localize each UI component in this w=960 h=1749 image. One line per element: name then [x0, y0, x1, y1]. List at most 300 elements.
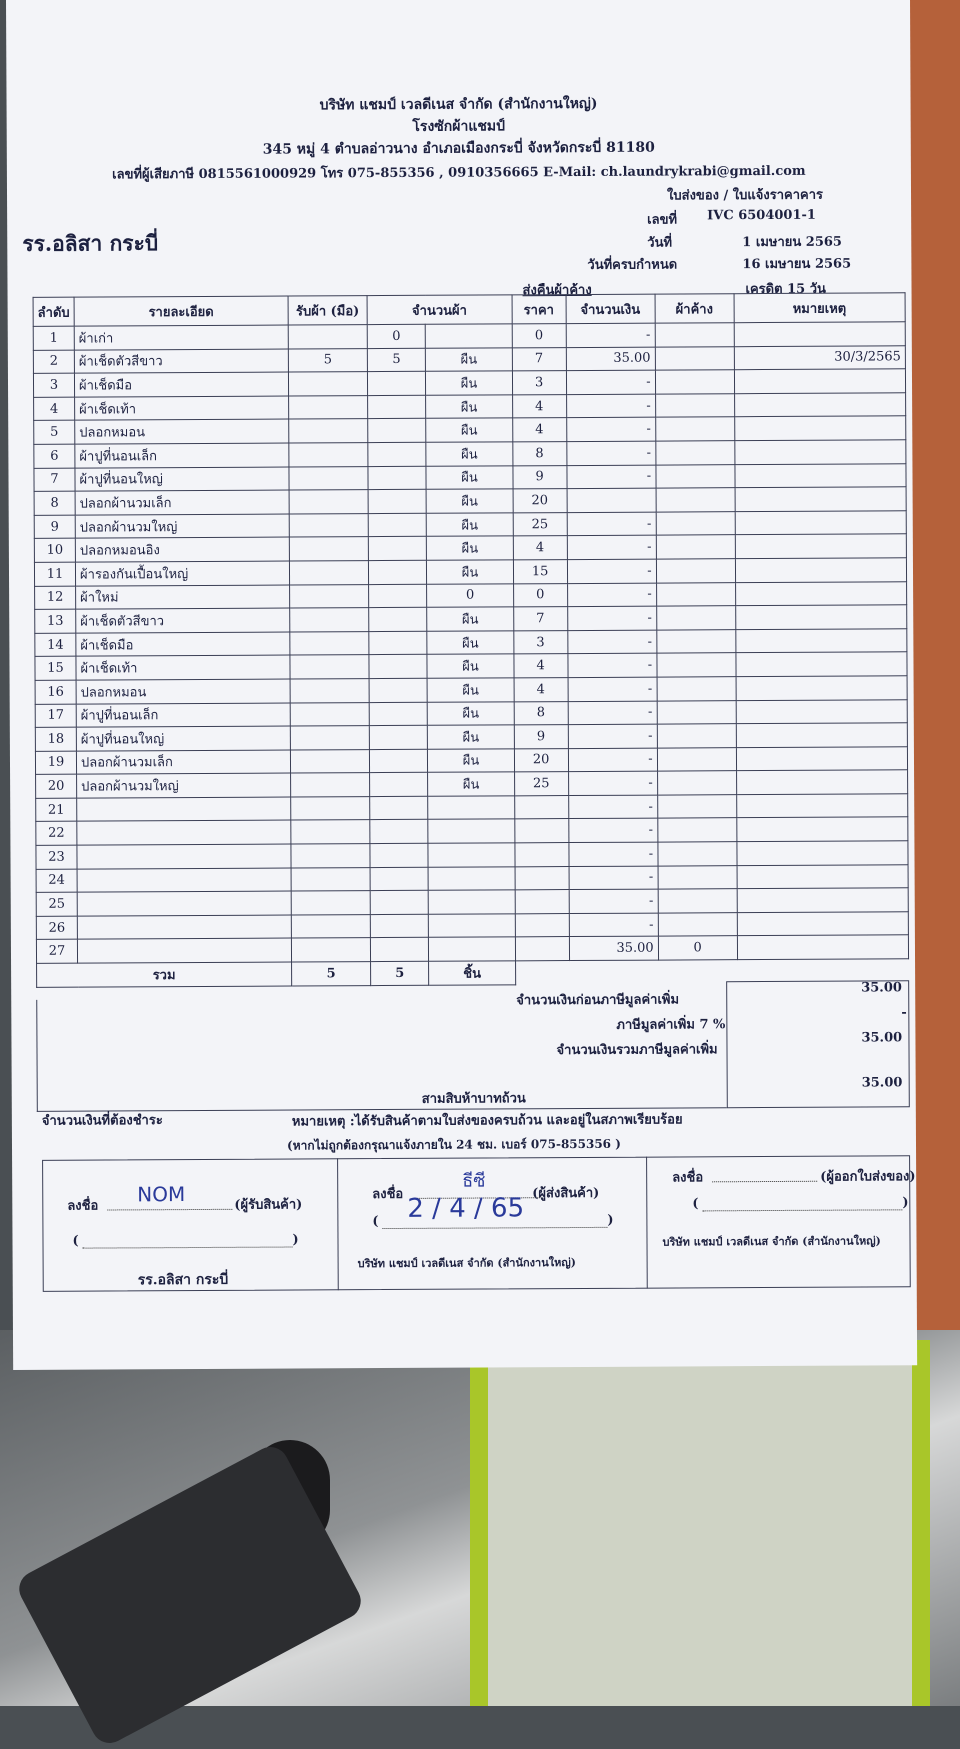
- sig1-role: (ผู้รับสินค้า): [234, 1197, 303, 1213]
- row-price: [514, 795, 568, 819]
- row-received: [289, 537, 368, 561]
- row-amount: -: [568, 748, 657, 772]
- row-note: 30/3/2565: [734, 345, 905, 369]
- row-unit: [428, 867, 514, 891]
- row-outstanding: [657, 747, 736, 771]
- row-unit: [428, 890, 514, 914]
- row-index: 6: [34, 444, 75, 468]
- row-note: [735, 629, 906, 653]
- row-amount: -: [569, 842, 658, 866]
- row-price: 7: [513, 607, 567, 631]
- sig1-paren-close: ): [292, 1232, 299, 1248]
- row-received: [291, 914, 370, 938]
- row-amount: -: [569, 889, 658, 913]
- row-outstanding: [655, 393, 734, 417]
- row-index: 15: [35, 656, 76, 680]
- row-price: 20: [513, 489, 567, 513]
- row-price: 4: [512, 418, 566, 442]
- sum-received: 5: [292, 962, 371, 986]
- row-qty: [369, 584, 427, 608]
- row-outstanding: [656, 559, 735, 583]
- row-unit: ผืน: [426, 465, 512, 489]
- company-name: บริษัท แชมป์ เวลดีเนส จำกัด (สำนักงานใหญ่): [319, 95, 598, 114]
- row-note: [736, 746, 907, 770]
- row-amount: -: [567, 583, 656, 607]
- row-note: [736, 817, 907, 841]
- row-index: 17: [35, 704, 76, 728]
- row-price: 9: [513, 465, 567, 489]
- sig1-label: ลงชื่อ: [67, 1198, 99, 1214]
- sum-label: รวม: [37, 962, 292, 987]
- amount-in-words: สามสิบห้าบาทถ้วน: [421, 1091, 526, 1107]
- row-note: [735, 581, 906, 605]
- doc-type: ใบส่งของ / ใบแจ้งราคาคาร: [666, 187, 824, 204]
- row-outstanding: [657, 795, 736, 819]
- background-basket: [470, 1340, 930, 1706]
- row-note: [735, 558, 906, 582]
- row-received: [290, 631, 369, 655]
- payable-label: จำนวนเงินที่ต้องชำระ: [41, 1113, 163, 1129]
- row-unit: ผืน: [426, 418, 512, 442]
- doc-no-value: IVC 6504001-1: [707, 207, 816, 224]
- sig3-paren-open: (: [692, 1196, 699, 1212]
- vat-value: -: [901, 1005, 907, 1021]
- row-item: [77, 820, 291, 845]
- row-note: [736, 699, 907, 723]
- doc-subtitle: ส่งคืนผ้าค้าง: [522, 282, 592, 299]
- row-qty: 0: [367, 324, 425, 348]
- row-index: 7: [34, 468, 75, 492]
- row-index: 16: [35, 680, 76, 704]
- row-amount: -: [568, 771, 657, 795]
- row-item: ปลอกผ้านวมเล็ก: [75, 490, 289, 515]
- row-unit: ผืน: [427, 607, 513, 631]
- row-index: 12: [35, 586, 76, 610]
- row-qty: [370, 938, 428, 962]
- row-note: [735, 605, 906, 629]
- row-item: ผ้ารองกันเปื้อนใหญ่: [75, 561, 289, 586]
- row-item: [77, 891, 291, 916]
- sig2-paren-close: ): [607, 1212, 614, 1228]
- row-price: 4: [514, 677, 568, 701]
- row-received: [289, 490, 368, 514]
- row-note: [736, 770, 907, 794]
- row-outstanding: [655, 441, 734, 465]
- row-item: ผ้าปูที่นอนใหญ่: [76, 726, 290, 751]
- row-amount: -: [566, 417, 655, 441]
- sig2-date: 2 / 4 / 65: [407, 1193, 525, 1224]
- row-index: 2: [33, 350, 74, 374]
- row-note: [734, 440, 905, 464]
- col-header: ลำดับ: [33, 297, 74, 326]
- row-qty: [370, 773, 428, 797]
- sum-unit: ชิ้น: [429, 961, 515, 985]
- col-header: หมายเหตุ: [734, 293, 905, 323]
- row-item: ผ้าเช็ดเท้า: [75, 396, 289, 421]
- row-amount: -: [568, 795, 657, 819]
- row-amount: -: [568, 724, 657, 748]
- row-outstanding: 0: [658, 936, 737, 960]
- row-amount: [567, 488, 656, 512]
- row-amount: -: [569, 866, 658, 890]
- sig1-name: รร.อลิสา กระบี่: [137, 1271, 229, 1289]
- row-price: [515, 937, 569, 961]
- row-item: ปลอกผ้านวมเล็ก: [76, 750, 290, 775]
- row-amount: -: [568, 653, 657, 677]
- sum-qty: 5: [371, 961, 429, 985]
- vat-label: ภาษีมูลค่าเพิ่ม 7 %: [616, 1017, 726, 1033]
- row-price: 15: [513, 560, 567, 584]
- row-unit: [429, 937, 515, 961]
- row-unit: ผืน: [426, 371, 512, 395]
- row-unit: [428, 819, 514, 843]
- row-price: [515, 843, 569, 867]
- row-received: [291, 796, 370, 820]
- row-qty: [369, 702, 427, 726]
- grand-total: 35.00: [861, 1075, 903, 1091]
- row-note: [737, 912, 908, 936]
- row-qty: [368, 537, 426, 561]
- row-unit: ผืน: [427, 678, 513, 702]
- row-price: 8: [512, 442, 566, 466]
- row-price: 4: [514, 654, 568, 678]
- items-table: [33, 292, 910, 987]
- col-header: จำนวนผ้า: [367, 295, 512, 325]
- doc-due-value: 16 เมษายน 2565: [742, 256, 852, 273]
- row-amount: -: [567, 630, 656, 654]
- row-unit: 0: [427, 583, 513, 607]
- row-outstanding: [657, 818, 736, 842]
- row-note: [734, 416, 905, 440]
- row-item: [77, 797, 291, 822]
- row-unit: ผืน: [426, 395, 512, 419]
- row-received: [289, 513, 368, 537]
- row-qty: [368, 395, 426, 419]
- row-qty: [368, 489, 426, 513]
- row-outstanding: [656, 535, 735, 559]
- row-outstanding: [658, 889, 737, 913]
- col-header: จำนวนเงิน: [566, 294, 655, 323]
- row-unit: ผืน: [427, 513, 513, 537]
- row-unit: [426, 324, 512, 348]
- row-qty: [368, 513, 426, 537]
- row-qty: [369, 631, 427, 655]
- row-qty: [368, 466, 426, 490]
- row-item: ปลอกหมอนอิง: [75, 537, 289, 562]
- doc-no-label: เลขที่: [647, 212, 678, 228]
- credit-terms: เครดิต 15 วัน: [745, 281, 826, 298]
- col-header: ราคา: [512, 295, 566, 324]
- row-outstanding: [656, 488, 735, 512]
- row-item: ผ้าเช็ดมือ: [76, 632, 290, 657]
- company-branch: โรงซักผ้าแชมป์: [412, 118, 505, 135]
- row-note: [736, 652, 907, 676]
- row-amount: 35.00: [566, 347, 655, 371]
- row-note: [737, 864, 908, 888]
- row-qty: [369, 725, 427, 749]
- row-item: ผ้าเช็ดตัวสีขาว: [74, 349, 288, 374]
- sig3-label: ลงชื่อ: [672, 1170, 704, 1186]
- sig2-label: ลงชื่อ: [372, 1186, 404, 1203]
- row-item: ผ้าปูที่นอนเล็ก: [75, 443, 289, 468]
- row-amount: -: [567, 606, 656, 630]
- row-unit: ผืน: [427, 560, 513, 584]
- col-header: รายละเอียด: [74, 296, 288, 326]
- row-price: 25: [514, 772, 568, 796]
- sig3-role: (ผู้ออกใบส่งของ): [820, 1169, 916, 1185]
- row-index: 19: [35, 751, 76, 775]
- row-item: [77, 915, 291, 940]
- invoice-paper: [6, 0, 917, 1370]
- row-price: [514, 819, 568, 843]
- row-note: [735, 463, 906, 487]
- sig2-paren-open: (: [372, 1214, 379, 1230]
- note-line-2: (หากไม่ถูกต้องกรุณาแจ้งภายใน 24 ชม. เบอร์ 075-855356 ): [286, 1136, 621, 1153]
- row-index: 20: [36, 774, 77, 798]
- row-note: [736, 723, 907, 747]
- row-outstanding: [656, 606, 735, 630]
- row-outstanding: [657, 700, 736, 724]
- row-item: ปลอกหมอน: [75, 419, 289, 444]
- doc-date-value: 1 เมษายน 2565: [742, 234, 842, 251]
- row-amount: -: [566, 323, 655, 347]
- row-index: 8: [34, 491, 75, 515]
- row-amount: -: [566, 441, 655, 465]
- row-unit: [429, 914, 515, 938]
- row-note: [735, 511, 906, 535]
- row-unit: ผืน: [427, 654, 513, 678]
- sig1-signature: NOM: [137, 1182, 186, 1207]
- row-index: 25: [36, 892, 77, 916]
- row-outstanding: [656, 582, 735, 606]
- row-amount: -: [567, 559, 656, 583]
- row-index: 21: [36, 798, 77, 822]
- row-received: [290, 679, 369, 703]
- row-index: 14: [35, 633, 76, 657]
- row-received: [290, 702, 369, 726]
- row-received: [291, 820, 370, 844]
- row-qty: [370, 820, 428, 844]
- row-qty: [370, 843, 428, 867]
- row-received: [289, 466, 368, 490]
- row-received: [291, 844, 370, 868]
- row-note: [734, 322, 905, 346]
- row-note: [736, 676, 907, 700]
- row-unit: ผืน: [428, 772, 514, 796]
- company-address: 345 หมู่ 4 ตำบลอ่าวนาง อำเภอเมืองกระบี่ จังหวัดกระบี่ 81180: [262, 139, 655, 158]
- row-outstanding: [656, 464, 735, 488]
- row-index: 1: [33, 326, 74, 350]
- row-received: [290, 726, 369, 750]
- row-amount: -: [566, 394, 655, 418]
- sig2-signature: ธีซี: [462, 1170, 486, 1192]
- row-outstanding: [655, 417, 734, 441]
- row-note: [736, 794, 907, 818]
- row-note: [737, 841, 908, 865]
- row-note: [734, 393, 905, 417]
- before-vat-value: 35.00: [861, 980, 902, 996]
- row-received: [290, 584, 369, 608]
- row-price: 20: [514, 748, 568, 772]
- row-index: 18: [35, 727, 76, 751]
- row-item: ปลอกผ้านวมใหญ่: [75, 514, 289, 539]
- row-qty: [369, 607, 427, 631]
- row-item: ปลอกหมอน: [76, 679, 290, 704]
- row-item: ปลอกผ้านวมใหญ่: [77, 773, 291, 798]
- row-qty: [370, 914, 428, 938]
- with-vat-label: จำนวนเงินรวมภาษีมูลค่าเพิ่ม: [556, 1042, 718, 1059]
- row-item: [77, 938, 291, 963]
- row-outstanding: [658, 842, 737, 866]
- row-qty: [368, 442, 426, 466]
- with-vat-value: 35.00: [861, 1030, 903, 1046]
- row-unit: ผืน: [427, 536, 513, 560]
- row-unit: ผืน: [427, 701, 513, 725]
- row-outstanding: [656, 629, 735, 653]
- row-received: [289, 395, 368, 419]
- row-received: [290, 655, 369, 679]
- row-received: [291, 867, 370, 891]
- company-contact: เลขที่ผู้เสียภาษี 0815561000929 โทร 075-855356 , 0910356665 E-Mail: ch.laundrykrabi@gmail.com: [112, 163, 806, 183]
- row-qty: [370, 796, 428, 820]
- row-item: ผ้าเช็ดเท้า: [76, 655, 290, 680]
- row-index: 22: [36, 822, 77, 846]
- row-outstanding: [655, 370, 734, 394]
- row-unit: ผืน: [428, 725, 514, 749]
- row-unit: [428, 843, 514, 867]
- sig3-company: บริษัท แชมป์ เวลดีเนส จำกัด (สำนักงานใหญ่): [662, 1234, 881, 1249]
- row-received: [289, 419, 368, 443]
- row-item: ผ้าปูที่นอนใหญ่: [75, 467, 289, 492]
- before-vat-label: จำนวนเงินก่อนภาษีมูลค่าเพิ่ม: [516, 992, 680, 1009]
- row-note: [735, 487, 906, 511]
- row-item: ผ้าปูที่นอนเล็ก: [76, 703, 290, 728]
- row-index: 5: [34, 421, 75, 445]
- row-price: 3: [513, 630, 567, 654]
- row-qty: [368, 560, 426, 584]
- row-qty: [370, 867, 428, 891]
- row-outstanding: [657, 653, 736, 677]
- row-price: [515, 890, 569, 914]
- row-index: 26: [36, 916, 77, 940]
- row-outstanding: [655, 323, 734, 347]
- col-header: ผ้าค้าง: [655, 294, 734, 323]
- row-received: [290, 749, 369, 773]
- doc-date-label: วันที่: [647, 235, 673, 251]
- row-received: [291, 938, 370, 962]
- row-amount: -: [567, 512, 656, 536]
- row-item: [77, 844, 291, 869]
- row-outstanding: [657, 771, 736, 795]
- row-index: 4: [34, 397, 75, 421]
- row-price: 7: [512, 347, 566, 371]
- row-amount: -: [569, 913, 658, 937]
- row-amount: 35.00: [569, 937, 658, 961]
- row-index: 23: [36, 845, 77, 869]
- row-price: 4: [513, 536, 567, 560]
- row-unit: [428, 796, 514, 820]
- row-item: ผ้าเก่า: [74, 325, 288, 350]
- doc-due-label: วันที่ครบกำหนด: [587, 257, 678, 273]
- row-received: [290, 608, 369, 632]
- row-item: ผ้าเช็ดมือ: [74, 372, 288, 397]
- row-amount: -: [568, 677, 657, 701]
- sig3-paren-close: ): [902, 1195, 909, 1211]
- row-received: [289, 561, 368, 585]
- row-unit: ผืน: [426, 489, 512, 513]
- row-unit: ผืน: [428, 749, 514, 773]
- row-price: 9: [514, 725, 568, 749]
- row-qty: [369, 749, 427, 773]
- row-note: [737, 935, 908, 959]
- row-price: 3: [512, 371, 566, 395]
- row-qty: [367, 371, 425, 395]
- row-index: 10: [34, 538, 75, 562]
- row-amount: -: [568, 819, 657, 843]
- row-price: 8: [514, 701, 568, 725]
- row-unit: ผืน: [426, 442, 512, 466]
- row-item: [77, 868, 291, 893]
- row-amount: -: [567, 535, 656, 559]
- row-qty: 5: [367, 348, 425, 372]
- row-note: [737, 888, 908, 912]
- sig2-role: (ผู้ส่งสินค้า): [532, 1185, 600, 1202]
- row-price: 0: [513, 583, 567, 607]
- row-index: 27: [36, 940, 77, 964]
- row-received: [289, 443, 368, 467]
- row-index: 9: [34, 515, 75, 539]
- col-header: รับผ้า (มือ): [288, 296, 367, 325]
- row-qty: [369, 655, 427, 679]
- sig1-paren-open: (: [72, 1233, 79, 1249]
- row-price: [515, 913, 569, 937]
- row-unit: ผืน: [426, 347, 512, 371]
- row-price: 4: [512, 394, 566, 418]
- note-line-1: หมายเหตุ :ได้รับสินค้าตามใบส่งของครบถ้วน และอยู่ในสภาพเรียบร้อย: [291, 1112, 683, 1130]
- customer-name: รร.อลิสา กระบี่: [22, 230, 159, 256]
- row-outstanding: [655, 346, 734, 370]
- row-outstanding: [656, 511, 735, 535]
- row-index: 3: [33, 373, 74, 397]
- row-received: [291, 891, 370, 915]
- row-price: 0: [512, 324, 566, 348]
- row-received: [288, 325, 367, 349]
- row-received: [291, 773, 370, 797]
- row-price: 25: [513, 512, 567, 536]
- row-received: [288, 372, 367, 396]
- row-received: 5: [288, 348, 367, 372]
- row-outstanding: [658, 913, 737, 937]
- row-index: 11: [34, 562, 75, 586]
- row-outstanding: [657, 677, 736, 701]
- row-price: [515, 866, 569, 890]
- row-outstanding: [657, 724, 736, 748]
- row-amount: -: [566, 370, 655, 394]
- row-index: 13: [35, 609, 76, 633]
- row-item: ผ้าใหม่: [76, 585, 290, 610]
- row-note: [734, 369, 905, 393]
- row-qty: [370, 891, 428, 915]
- row-item: ผ้าเช็ดตัวสีขาว: [76, 608, 290, 633]
- row-qty: [369, 678, 427, 702]
- sig2-company: บริษัท แชมป์ เวลดีเนส จำกัด (สำนักงานใหญ่): [357, 1256, 576, 1271]
- row-amount: -: [567, 465, 656, 489]
- row-qty: [368, 419, 426, 443]
- row-note: [735, 534, 906, 558]
- row-index: 24: [36, 869, 77, 893]
- row-amount: -: [568, 701, 657, 725]
- row-unit: ผืน: [427, 631, 513, 655]
